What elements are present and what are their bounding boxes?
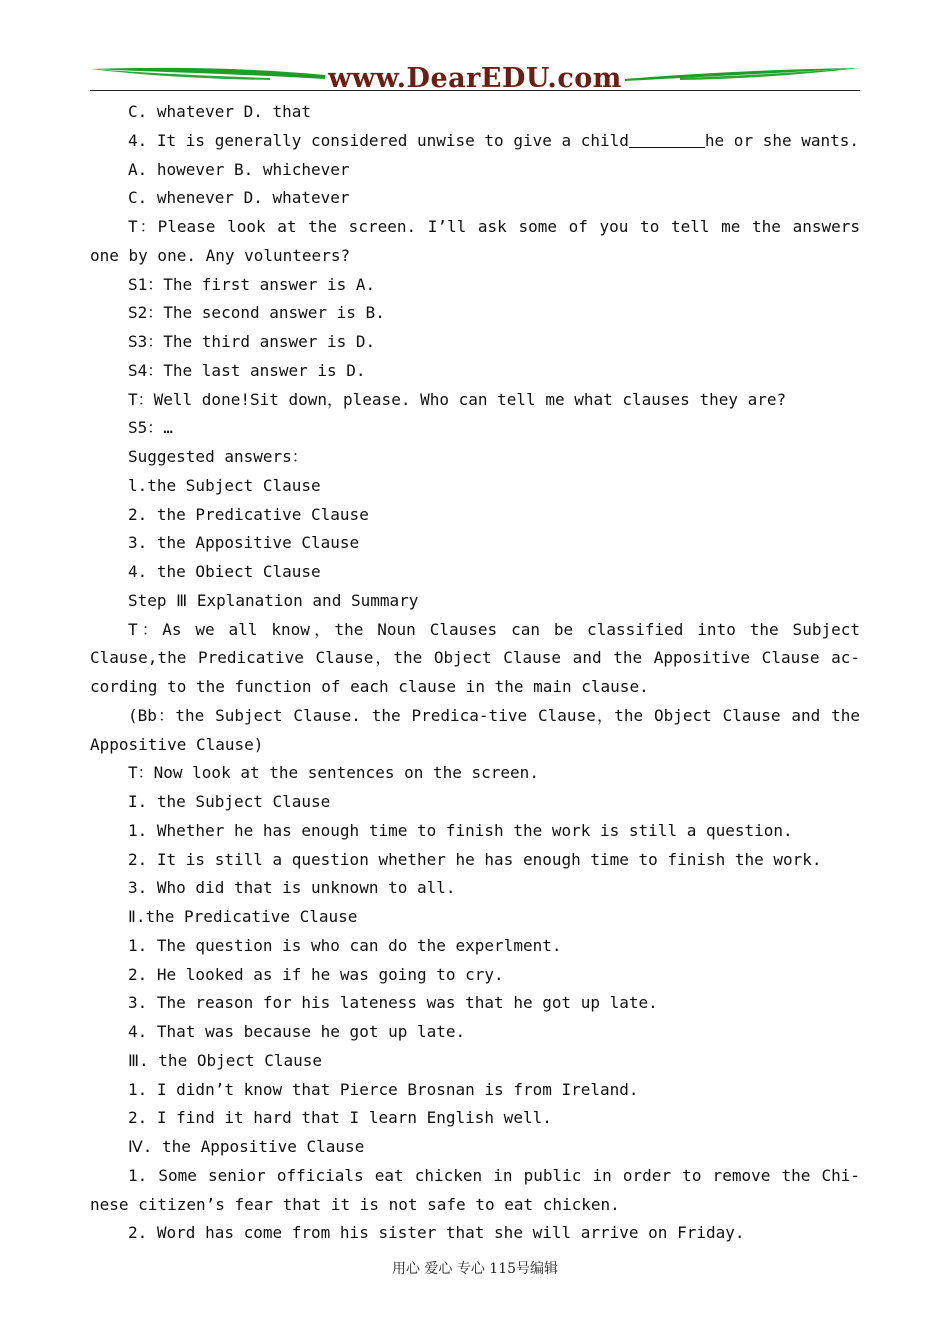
- site-logo-text: www.DearEDU.com: [328, 63, 622, 94]
- question-text-end: he or she wants.: [704, 130, 860, 150]
- text-line: 3. Who did that is unknown to all.: [128, 878, 456, 898]
- document-body: [90, 98, 860, 1248]
- text-line: (Bb：the Subject Clause. the Predica-tive Clause，the Object Clause and the Appositive Clause): [90, 705, 860, 754]
- text-line: T：Well done!Sit down，please. Who can tell me what clauses they are?: [128, 389, 787, 409]
- text-line: Ⅲ. the Object Clause: [128, 1050, 323, 1070]
- text-line: S1：The first answer is A.: [128, 274, 376, 294]
- text-line: 2. the Predicative Clause: [128, 504, 369, 524]
- question-line: [90, 127, 860, 156]
- text-line: 2. He looked as if he was going to cry.: [128, 964, 504, 984]
- text-line: A. however B. whichever: [128, 159, 350, 179]
- text-line: 1. Some senior officials eat chicken in public in order to remove the Chi-nese citizen’s fear that it is not safe to eat chicken.: [90, 1165, 860, 1214]
- text-line: Suggested answers：: [128, 447, 308, 466]
- text-line: 3. the Appositive Clause: [128, 533, 360, 553]
- text-line: S5：…: [128, 418, 173, 438]
- text-line: Ⅳ. the Appositive Clause: [128, 1137, 365, 1156]
- text-line: 1. Whether he has enough time to finish the work is still a question.: [128, 820, 793, 840]
- text-line: S2：The second answer is B.: [128, 303, 385, 323]
- text-line: C. whenever D. whatever: [128, 188, 350, 208]
- answer-blank: [629, 131, 705, 148]
- header-divider: [90, 90, 860, 91]
- text-line: 3. The reason for his lateness was that he got up late.: [128, 993, 658, 1013]
- question-text: 4. It is generally considered unwise to give a child: [128, 130, 629, 150]
- text-line: T：Now look at the sentences on the screen.: [128, 763, 539, 783]
- text-line: 1. The question is who can do the experlment.: [128, 935, 562, 955]
- text-line: S4：The last answer is D.: [128, 360, 366, 380]
- text-line: C. whatever D. that: [128, 102, 312, 121]
- text-line: T：Please look at the screen. I’ll ask some of you to tell me the answers one by one. Any volunteers?: [90, 217, 860, 265]
- text-line: 2. It is still a question whether he has enough time to finish the work.: [128, 849, 822, 869]
- page-footer: 用心 爱心 专心 115号编辑: [391, 1261, 559, 1277]
- text-line: 4. That was because he got up late.: [128, 1022, 466, 1041]
- text-line: Ⅱ.the Predicative Clause: [128, 907, 358, 926]
- text-line: S3：The third answer is D.: [128, 332, 376, 351]
- text-line: 4. the Obiect Clause: [128, 562, 321, 581]
- text-line: 2. I find it hard that I learn English well.: [128, 1108, 552, 1128]
- text-line: I. the Subject Clause: [128, 792, 331, 811]
- text-line: l.the Subject Clause: [128, 475, 321, 495]
- text-line: Step Ⅲ Explanation and Summary: [128, 590, 419, 610]
- text-line: T：As we all know，the Noun Clauses can be classified into the Subject Clause,the Predicative Clause，the Object Clause and the Appositive Clause ac-cording to the function of each clause in the main clause.: [90, 619, 860, 696]
- page-header: [90, 60, 860, 96]
- text-line: 2. Word has come from his sister that she will arrive on Friday.: [128, 1223, 745, 1243]
- text-line: 1. I didn’t know that Pierce Brosnan is from Ireland.: [128, 1079, 639, 1099]
